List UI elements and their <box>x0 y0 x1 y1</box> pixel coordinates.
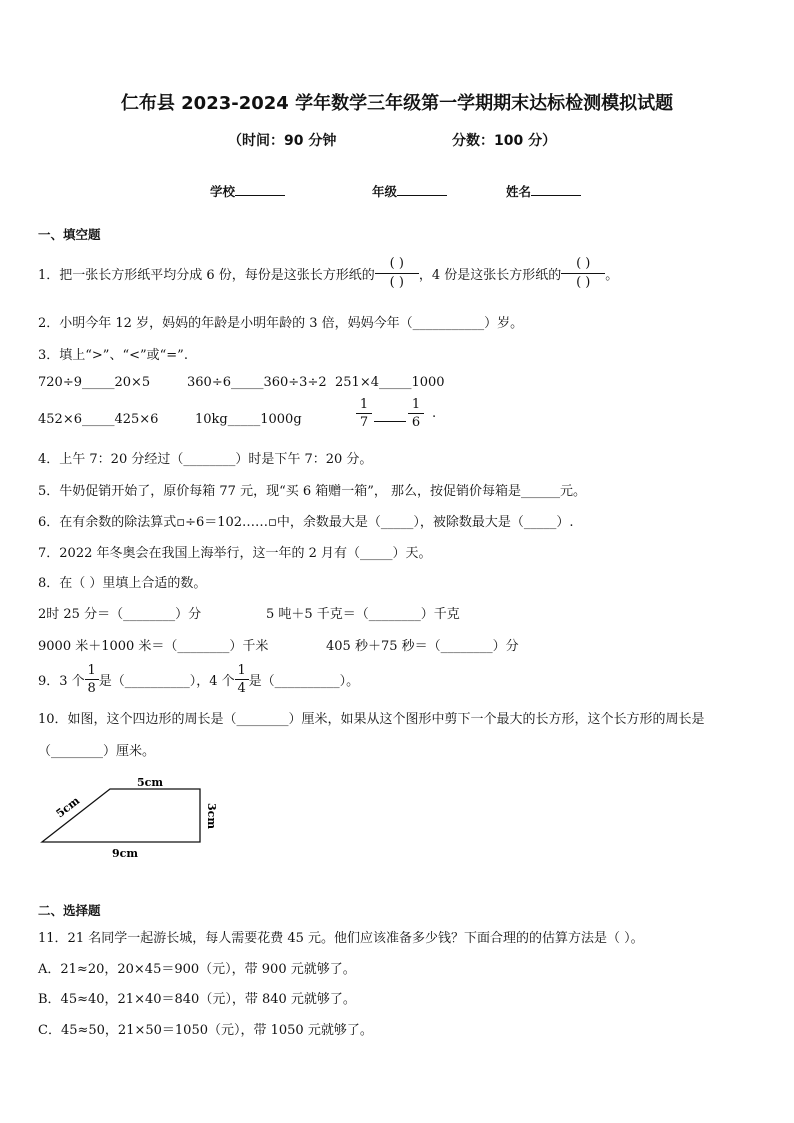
question-10-cont: （________）厘米。 <box>38 744 156 759</box>
question-9: 9．3 个 $\frac{1}{8}$ 是（__________），4 个 $\frac{1}{4}$ 是（__________）。 <box>38 662 360 696</box>
q1-fraction-blank-2[interactable]: $\frac{( )}{( )}$ <box>561 257 605 290</box>
name-field <box>506 182 581 200</box>
q3-item-3: 251×4_____1000 <box>335 375 445 390</box>
question-4: 4．上午 7：20 分经过（________）时是下午 7：20 分。 <box>38 452 373 467</box>
q3-item-6: $\frac{1}{7}$ $\frac{1}{6}$ . <box>356 398 436 429</box>
option-c[interactable]: C．45≈50，21×50＝1050（元），带 1050 元就够了。 <box>38 1023 373 1038</box>
question-5: 5．牛奶促销开始了，原价每箱 77 元，现“买 6 箱赠一箱”， 那么，按促销价每箱是______元。 <box>38 484 587 499</box>
school-label: 学校 <box>210 184 236 199</box>
q3-item-1: 720÷9_____20×5 <box>38 375 151 390</box>
question-1: 1．把一张长方形纸平均分成 6 份，每份是这张长方形纸的 $\frac{( )}{( )}$ ，4 份是这张长方形纸的 $\frac{( )}{( )}$ 。 <box>38 255 619 290</box>
name-label: 姓名 <box>506 184 532 199</box>
score-label: 分数：100 分） <box>452 133 557 149</box>
question-2: 2．小明今年 12 岁，妈妈的年龄是小明年龄的 3 倍，妈妈今年（___________）岁。 <box>38 316 524 331</box>
q3-compare-blank[interactable] <box>374 421 406 422</box>
question-8: 8．在（ ）里填上合适的数。 <box>38 576 207 591</box>
exam-title: 仁布县 2023-2024 学年数学三年级第一学期期末达标检测模拟试题 <box>120 93 674 114</box>
q1-text: 1．把一张长方形纸平均分成 6 份，每份是这张长方形纸的 <box>38 267 375 283</box>
q3-item-2: 360÷6_____360÷3÷2 <box>187 375 327 390</box>
school-blank[interactable] <box>235 195 285 196</box>
q1-text-mid: ，4 份是这张长方形纸的 <box>418 267 562 283</box>
figure-left-label: 5cm <box>53 794 83 821</box>
q8-item-1: 2时 25 分＝（________）分 <box>38 607 202 622</box>
fraction-one-sixth: $\frac{1}{6}$ <box>408 398 424 429</box>
section-choice: 二、选择题 <box>38 903 101 918</box>
q8-item-2: 5 吨＋5 千克＝（________）千克 <box>266 607 460 622</box>
q8-item-4: 405 秒＋75 秒＝（________）分 <box>326 639 519 654</box>
grade-label: 年级 <box>372 184 398 199</box>
question-6: 6．在有余数的除法算式▫÷6＝102……▫中，余数最大是（_____），被除数最大是（_____）. <box>38 515 574 530</box>
name-blank[interactable] <box>531 195 581 196</box>
school-field <box>210 182 285 200</box>
question-3: 3．填上“>”、“<”或“=”. <box>38 348 188 363</box>
q8-item-3: 9000 米＋1000 米＝（________）千米 <box>38 639 269 654</box>
trapezoid-figure <box>30 770 230 865</box>
figure-top-label: 5cm <box>137 776 163 789</box>
question-10: 10．如图，这个四边形的周长是（________）厘米，如果从这个图形中剪下一个最大的长方形，这个长方形的周长是 <box>38 712 705 727</box>
grade-field <box>372 182 447 200</box>
figure-right-label: 3cm <box>205 803 218 829</box>
fraction-one-quarter: $\frac{1}{4}$ <box>235 664 249 695</box>
fraction-one-seventh: $\frac{1}{7}$ <box>356 398 372 429</box>
q3-item-4: 452×6_____425×6 <box>38 412 159 427</box>
section-fill-in: 一、填空题 <box>38 227 101 242</box>
fraction-one-eighth: $\frac{1}{8}$ <box>85 664 99 695</box>
figure-bottom-label: 9cm <box>112 847 138 860</box>
time-label: （时间：90 分钟 <box>228 133 337 149</box>
grade-blank[interactable] <box>397 195 447 196</box>
option-a[interactable]: A．21≈20，20×45＝900（元），带 900 元就够了。 <box>38 962 356 977</box>
q3-item-5: 10kg_____1000g <box>195 412 302 427</box>
question-7: 7．2022 年冬奥会在我国上海举行，这一年的 2 月有（_____）天。 <box>38 546 432 561</box>
q1-fraction-blank-1[interactable]: $\frac{( )}{( )}$ <box>375 257 419 290</box>
option-b[interactable]: B．45≈40，21×40＝840（元），带 840 元就够了。 <box>38 992 356 1007</box>
question-11: 11．21 名同学一起游长城，每人需要花费 45 元。他们应该准备多少钱？下面合理的的估算方法是（ ）。 <box>38 931 644 946</box>
